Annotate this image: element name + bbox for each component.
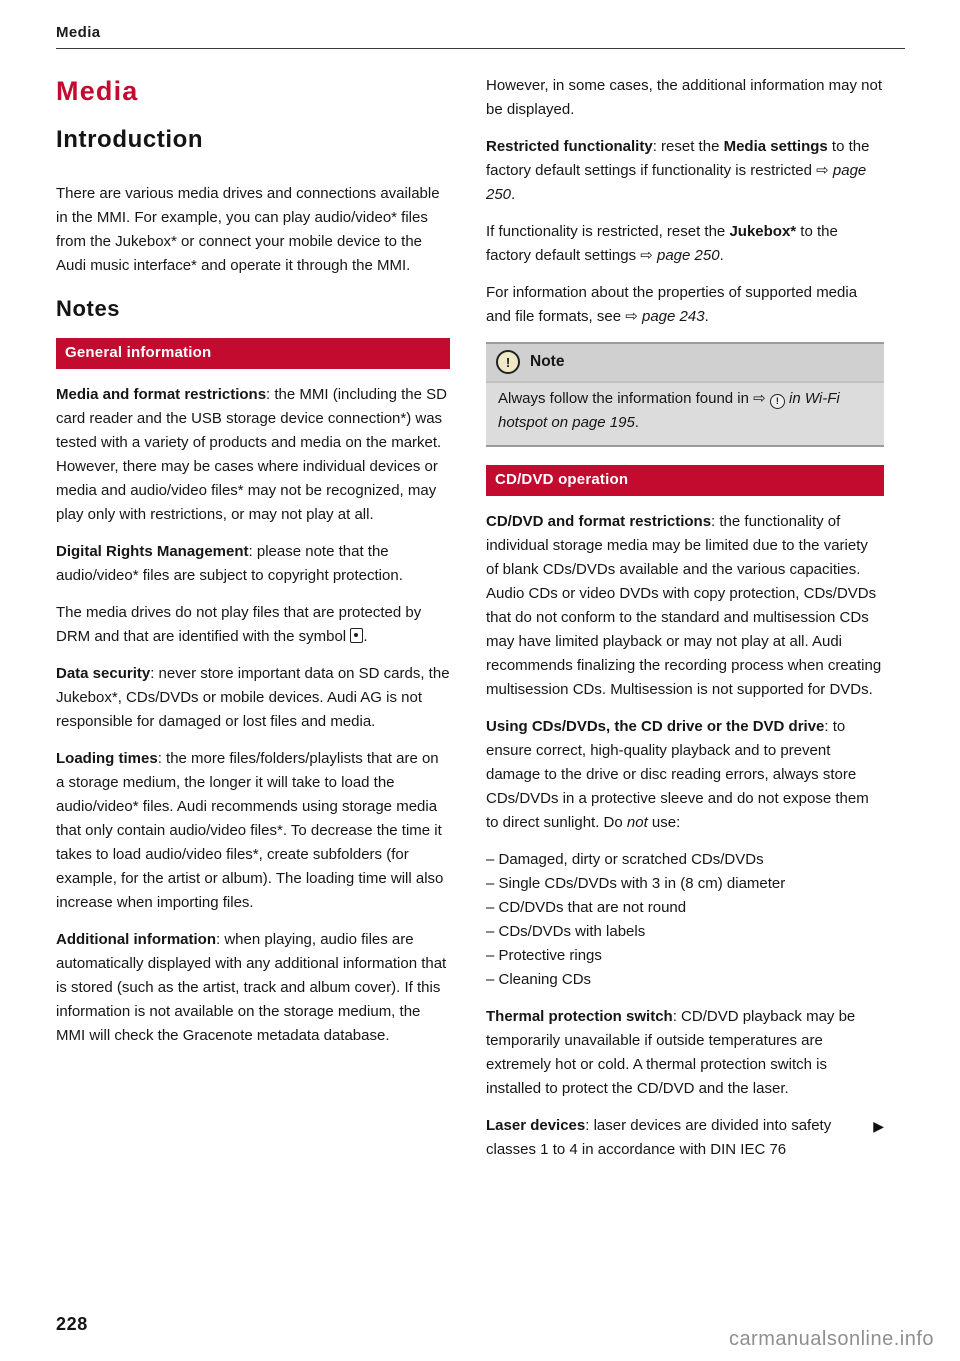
list-item: – CD/DVDs that are not round	[486, 898, 687, 916]
paragraph-media-format-restrictions	[56, 383, 450, 527]
paragraph-lead: Laser devices	[486, 1116, 586, 1134]
paragraph-text: .	[511, 186, 516, 203]
note-text: Always follow the information found in ⇨	[498, 389, 770, 407]
paragraph-text: However, in some cases, the additional information may not be displayed.	[486, 77, 883, 118]
paragraph-text: : laser devices are divided into safety classes 1 to 4 in accordance with DIN IEC 76	[486, 1116, 832, 1158]
paragraph-text: : the MMI (including the SD card reader and the USB storage device connection*) was tested with a variety of products and media on the market. However, there may be cases where individual devices or media and audio/video files* may not be recognized, may play only with restrictions, or may not play at all.	[56, 385, 447, 523]
paragraph-lead: Thermal protection switch	[486, 1007, 673, 1025]
page-number: 228	[56, 1314, 88, 1334]
list-item: – Protective rings	[486, 946, 602, 964]
banner-general-information: General information	[56, 338, 450, 369]
paragraph-text: There are various media drives and connections available in the MMI. For example, you can play audio/video* files from the Jukebox* or connect your mobile device to the Audi music interface* and operate it through the MMI.	[56, 184, 440, 274]
paragraph-text: : the more files/folders/playlists that are on a storage medium, the longer it will take to load the audio/video* files. Audi recommends using storage media that only contain audio/video files*. To decrease the time it takes to load audio/video files*, create subfolders (for example, for the artist or album). The loading time will also increase when importing files.	[56, 749, 444, 911]
paragraph-text: to the factory default settings ⇨	[486, 223, 838, 264]
right-column	[486, 74, 884, 1175]
paragraph-text: The media drives do not play files that are protected by DRM and that are identified with the symbol	[56, 603, 422, 645]
paragraph-however	[486, 74, 884, 122]
page-reference: page 250	[486, 162, 867, 203]
note-exclamation-icon: !	[496, 350, 520, 374]
paragraph-text: : the functionality of individual storage media may be limited due to the variety of blank CDs/DVDs available and the various capacities. Audio CDs or video DVDs with copy protection, CDs/DVDs that do not conform to the standard and multisession CDs may have limited playback or may not play at all. Audi recommends finalizing the recording process when creating multisession CDs. Multisession is not supported for DVDs.	[486, 512, 882, 698]
paragraph-text: : CD/DVD playback may be temporarily unavailable if outside temperatures are extremely hot or cold. A thermal protection switch is installed to protect the CD/DVD and the laser.	[486, 1007, 856, 1097]
paragraph-text: : to ensure correct, high-quality playback and to prevent damage to the drive or disc reading errors, always store CDs/DVDs in a protective sleeve and do not expose them to direct sunlight. Do	[486, 717, 869, 831]
dont-use-list	[486, 848, 884, 992]
paragraph-restricted-functionality	[486, 135, 884, 207]
paragraph-cddvd-format-restrictions	[486, 510, 884, 702]
list-item: – Single CDs/DVDs with 3 in (8 cm) diameter	[486, 874, 786, 892]
paragraph-text: : never store important data on SD cards, the Jukebox*, CDs/DVDs or mobile devices. Audi AG is not responsible for damaged or lost files and media.	[56, 664, 450, 730]
section-heading-notes: Notes	[56, 295, 121, 321]
drm-symbol-icon	[350, 628, 363, 643]
paragraph-lead: Media and format restrictions	[56, 385, 267, 403]
paragraph-italic: not	[626, 813, 648, 831]
paragraph-digital-rights-management	[56, 540, 450, 588]
note-box	[486, 342, 884, 447]
list-item: – Damaged, dirty or scratched CDs/DVDs	[486, 850, 764, 868]
note-title: Note	[530, 353, 565, 370]
continuation-arrow-icon: ▶	[873, 1117, 884, 1134]
note-reference: in Wi-Fi hotspot on page 195	[498, 389, 840, 431]
paragraph-text: .	[719, 247, 724, 264]
paragraph-bold: Jukebox*	[729, 223, 797, 240]
list-item: – Cleaning CDs	[486, 970, 592, 988]
paragraph-text: : when playing, audio files are automatically displayed with any additional information that is stored (such as the artist, track and album cover). If this information is not available on the storage medium, the MMI will check the Gracenote metadata database.	[56, 930, 447, 1044]
paragraph-lead: Using CDs/DVDs, the CD drive or the DVD drive	[486, 717, 825, 735]
running-header: Media	[56, 24, 101, 41]
paragraph-text: For information about the properties of supported media and file formats, see ⇨	[486, 284, 858, 325]
circle-exclamation-icon: !	[770, 394, 785, 409]
paragraph-lead: Loading times	[56, 749, 158, 767]
paragraph-lead: Digital Rights Management	[56, 542, 249, 560]
list-item: – CDs/DVDs with labels	[486, 922, 646, 940]
paragraph-drm-symbol	[56, 601, 450, 649]
chapter-title: Media	[56, 76, 139, 106]
paragraph-text: .	[363, 627, 368, 645]
paragraph-text: If functionality is restricted, reset the	[486, 223, 730, 240]
note-box-body	[486, 383, 884, 445]
paragraph-text: .	[704, 308, 709, 325]
paragraph-bold: Media settings	[723, 138, 828, 155]
paragraph-text: : reset the	[652, 138, 724, 155]
paragraph-text: use:	[647, 813, 681, 831]
paragraph-laser-devices	[486, 1114, 884, 1162]
paragraph-jukebox-reset	[486, 220, 884, 268]
paragraph-loading-times	[56, 747, 450, 915]
header-rule	[56, 48, 905, 49]
watermark-text: carmanualsonline.info	[728, 1328, 934, 1350]
page-reference: page 243	[641, 308, 705, 325]
paragraph-lead: Data security	[56, 664, 151, 682]
paragraph-text: : please note that the audio/video* files are subject to copyright protection.	[56, 542, 403, 584]
section-heading-introduction: Introduction	[56, 126, 204, 154]
paragraph-lead: Restricted functionality	[486, 138, 653, 155]
paragraph-lead: Additional information	[56, 930, 216, 948]
note-text: .	[634, 413, 639, 431]
paragraph-text: to the factory default settings if functionality is restricted ⇨	[486, 138, 870, 179]
paragraph-additional-information	[56, 928, 450, 1048]
left-column	[56, 70, 450, 1061]
page-reference: page 250	[656, 247, 720, 264]
paragraph-intro	[56, 182, 450, 278]
paragraph-data-security	[56, 662, 450, 734]
paragraph-thermal-protection	[486, 1005, 884, 1101]
banner-cddvd-operation: CD/DVD operation	[486, 465, 884, 496]
note-box-header	[486, 344, 884, 383]
paragraph-using-cds-dvds	[486, 715, 884, 835]
paragraph-supported-formats	[486, 281, 884, 329]
paragraph-lead: CD/DVD and format restrictions	[486, 512, 712, 530]
